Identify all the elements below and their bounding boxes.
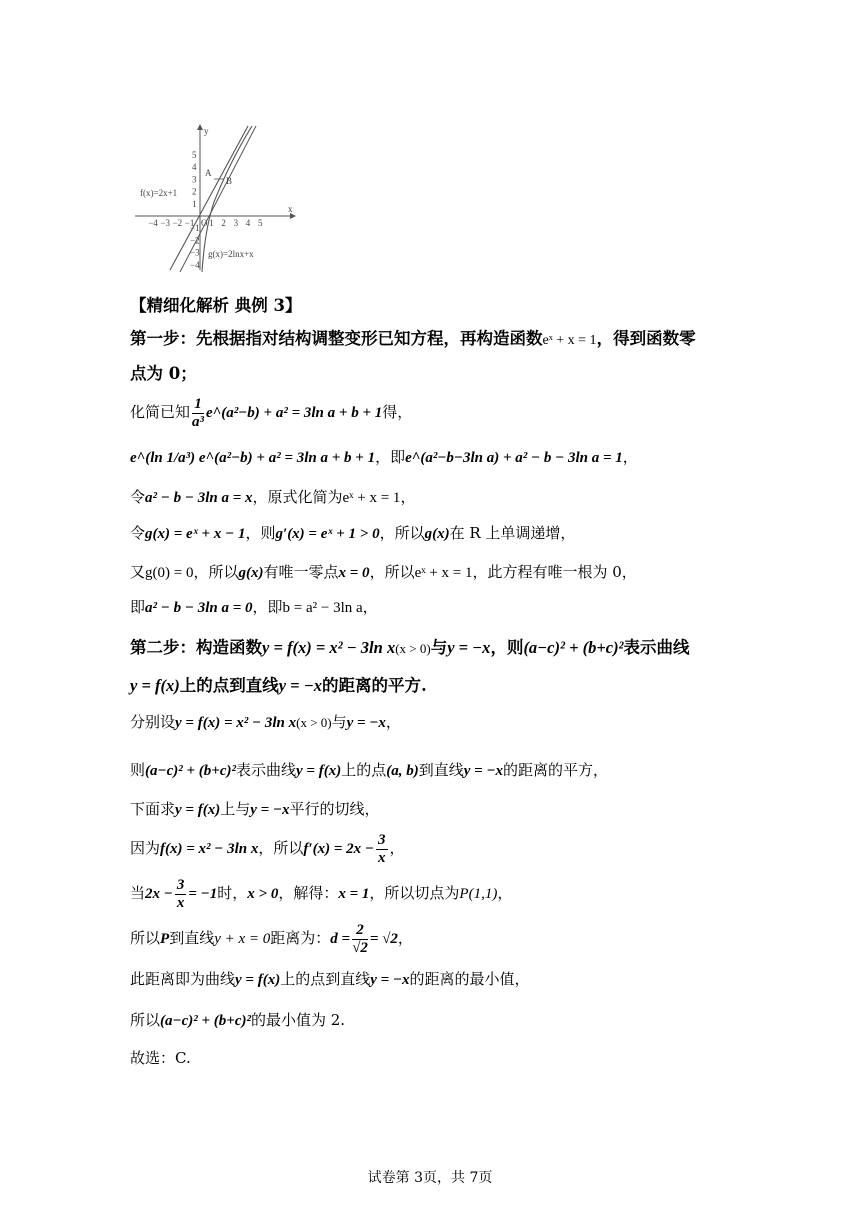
text: ，解得： bbox=[278, 884, 339, 902]
x-tick-label: −3 bbox=[160, 218, 170, 228]
text: 上的点 bbox=[341, 761, 387, 779]
math: y = f(x) bbox=[296, 763, 342, 779]
frac-num: 3 bbox=[176, 877, 185, 893]
text: ， bbox=[389, 839, 405, 857]
text: 令 bbox=[130, 524, 146, 542]
x-tick-label: 5 bbox=[258, 218, 263, 228]
text: 第二步：构造函数 bbox=[130, 638, 262, 657]
line-min-distance bbox=[130, 968, 530, 989]
line-substitute bbox=[130, 486, 415, 507]
text: 有唯一零点 bbox=[263, 563, 339, 581]
line-b-expr bbox=[130, 596, 378, 617]
text: 到直线 bbox=[418, 761, 464, 779]
frac-num: 1 bbox=[192, 396, 204, 414]
g-label: g(x)=2lnx+x bbox=[208, 249, 254, 259]
line-exp-form bbox=[130, 446, 638, 467]
math: e^(a²−b−3ln a) + a² − b − 3ln a = 1 bbox=[405, 450, 623, 466]
math: g(x) = eˣ + x − 1 bbox=[145, 526, 246, 542]
fraction bbox=[352, 922, 368, 956]
x-tick-label: 2 bbox=[221, 218, 226, 228]
y-tick-label: 2 bbox=[192, 186, 197, 197]
math: y = f(x) bbox=[175, 802, 221, 818]
math: 2x − bbox=[145, 886, 173, 902]
text: 表示曲线 bbox=[236, 761, 297, 779]
math: y = −x bbox=[463, 763, 504, 779]
y-tick-label: 5 bbox=[192, 150, 197, 160]
text: 的距离的平方， bbox=[503, 761, 609, 779]
line-solve bbox=[130, 877, 512, 911]
point-a-label: A bbox=[205, 168, 212, 178]
step1-eq: eˣ + x = 1 bbox=[542, 333, 597, 348]
text: ，此方程有唯一根为 0， bbox=[472, 563, 637, 581]
frac-den: x bbox=[176, 894, 185, 911]
math: x > 0 bbox=[247, 886, 279, 902]
math: g(x) bbox=[238, 565, 264, 581]
math: (a−c)² + (b+c)² bbox=[523, 638, 624, 657]
text: ，即 bbox=[375, 448, 406, 466]
text: 时， bbox=[217, 884, 248, 902]
math: g(0) = 0 bbox=[145, 565, 194, 581]
point-b-label: B bbox=[226, 176, 233, 186]
text: 的最小值为 2. bbox=[251, 1011, 346, 1029]
text: 得， bbox=[382, 403, 413, 421]
line-simplify bbox=[130, 396, 412, 430]
line-min-value bbox=[130, 1009, 345, 1030]
x-tick-label: 1 bbox=[209, 218, 214, 228]
math: = √2 bbox=[369, 931, 398, 947]
text: 因为 bbox=[130, 839, 161, 857]
section-heading: 【精细化解析 典例 3】 bbox=[130, 296, 302, 315]
text: 即 bbox=[130, 598, 146, 616]
y-axis-arrow bbox=[197, 124, 203, 130]
math: (a−c)² + (b+c)² bbox=[145, 763, 236, 779]
frac-num: 2 bbox=[352, 922, 368, 940]
y-tick-label: 1 bbox=[192, 198, 197, 209]
x-tick-label: 4 bbox=[245, 218, 251, 228]
y-tick-label: 3 bbox=[192, 174, 197, 185]
text: 分别设 bbox=[130, 713, 176, 731]
step2-line1 bbox=[130, 634, 690, 658]
line-tangent bbox=[130, 798, 380, 819]
math: g′(x) = eˣ + 1 > 0 bbox=[275, 526, 380, 542]
text: ，所以 bbox=[258, 839, 304, 857]
math: eˣ + x = 1 bbox=[414, 565, 473, 581]
page-footer: 试卷第 3页，共 7页 bbox=[367, 1170, 493, 1186]
math: y = f(x) = x² − 3ln x bbox=[175, 715, 297, 731]
line-set-functions bbox=[130, 711, 401, 732]
text: 上与 bbox=[220, 800, 251, 818]
math: P(1,1) bbox=[459, 886, 498, 902]
x-tick-label: −4 bbox=[148, 218, 158, 228]
math: y = −x bbox=[250, 802, 290, 818]
math: (x > 0) bbox=[395, 641, 431, 656]
x-tick-label: O bbox=[201, 218, 208, 228]
text: 令 bbox=[130, 488, 146, 506]
frac-num: 3 bbox=[378, 832, 386, 848]
math: f′(x) = 2x − bbox=[303, 841, 375, 857]
y-tick-label: 4 bbox=[192, 162, 197, 173]
line-define-g bbox=[130, 522, 575, 543]
math: a² − b − 3ln a = x bbox=[145, 490, 253, 506]
step1-line1 bbox=[130, 325, 696, 349]
graph-svg bbox=[130, 120, 310, 275]
text: 的距离的最小值， bbox=[409, 970, 530, 988]
text: 又 bbox=[130, 563, 146, 581]
text: ， bbox=[385, 713, 401, 731]
text: 与 bbox=[430, 638, 448, 657]
text: ， bbox=[362, 598, 378, 616]
text: ，则 bbox=[245, 524, 276, 542]
frac-den: a³ bbox=[192, 413, 205, 430]
math: f(x) = x² − 3ln x bbox=[160, 841, 259, 857]
math: y + x = 0 bbox=[214, 931, 271, 947]
text: ， bbox=[497, 884, 513, 902]
text: 所以 bbox=[130, 1011, 161, 1029]
y-tick-label: −1 bbox=[190, 223, 200, 234]
fraction bbox=[175, 877, 187, 911]
frac-den: √2 bbox=[352, 939, 368, 956]
x-tick-label: 3 bbox=[233, 218, 239, 228]
text: 表示曲线 bbox=[623, 638, 690, 657]
text: 距离为： bbox=[270, 929, 331, 947]
line-answer: 故选：C. bbox=[130, 1049, 191, 1067]
text: 的距离的平方. bbox=[321, 676, 427, 695]
math: eˣ + x = 1 bbox=[342, 490, 401, 506]
math: (x > 0) bbox=[296, 715, 332, 730]
math: x = 0 bbox=[338, 565, 370, 581]
y-tick-label: −4 bbox=[190, 259, 200, 270]
text: ，则 bbox=[490, 638, 524, 657]
step1-text: 第一步：先根据指对结构调整变形已知方程，再构造函数 bbox=[130, 329, 543, 348]
text: ， bbox=[397, 929, 413, 947]
text: 化简已知 bbox=[130, 403, 191, 421]
y-tick-label: −3 bbox=[190, 247, 200, 258]
math: P bbox=[160, 931, 170, 947]
y-tick-labels bbox=[190, 150, 200, 270]
math: d = bbox=[330, 931, 351, 947]
text: ，即 bbox=[252, 598, 283, 616]
line-derivative bbox=[130, 832, 405, 866]
math: g(x) bbox=[424, 526, 450, 542]
text: 此距离即为曲线 bbox=[130, 970, 236, 988]
text: ， bbox=[400, 488, 416, 506]
text: 则 bbox=[130, 761, 146, 779]
math: b = a² − 3ln a bbox=[282, 600, 363, 616]
text: 所以 bbox=[130, 929, 161, 947]
text: 与 bbox=[331, 713, 347, 731]
math: = −1 bbox=[188, 886, 218, 902]
math: e^(a²−b) + a² = 3ln a + b + 1 bbox=[206, 405, 383, 421]
line-distance-square bbox=[130, 759, 608, 780]
math: (a, b) bbox=[386, 763, 419, 779]
frac-den: x bbox=[378, 849, 386, 866]
line-unique-zero bbox=[130, 561, 637, 582]
math: y = f(x) bbox=[130, 676, 180, 695]
text: 在 R 上单调递增， bbox=[449, 524, 576, 542]
text: 上的点到直线 bbox=[179, 676, 279, 695]
text: ，原式化简为 bbox=[252, 488, 343, 506]
text: ，所以 bbox=[193, 563, 239, 581]
fraction bbox=[376, 832, 388, 866]
x-tick-labels bbox=[148, 218, 263, 228]
step1-line2: 点为 0； bbox=[130, 364, 197, 383]
math: y = f(x) = x² − 3ln x bbox=[262, 638, 396, 657]
text: 平行的切线， bbox=[289, 800, 380, 818]
fraction bbox=[192, 396, 204, 430]
math: y = −x bbox=[278, 676, 322, 695]
text: 当 bbox=[130, 884, 146, 902]
math: a² − b − 3ln a = 0 bbox=[145, 600, 253, 616]
text: 下面求 bbox=[130, 800, 176, 818]
math: y = −x bbox=[370, 972, 410, 988]
y-axis-label: y bbox=[204, 126, 209, 136]
math: y = f(x) bbox=[235, 972, 281, 988]
text: ，所以 bbox=[379, 524, 425, 542]
math: y = −x bbox=[346, 715, 386, 731]
math: x = 1 bbox=[338, 886, 370, 902]
text: 到直线 bbox=[169, 929, 215, 947]
x-axis-label: x bbox=[288, 204, 293, 214]
text: 上的点到直线 bbox=[280, 970, 371, 988]
text: ，所以 bbox=[369, 563, 415, 581]
line-distance bbox=[130, 922, 413, 956]
math: e^(ln 1/a³) e^(a²−b) + a² = 3ln a + b + 1 bbox=[130, 450, 376, 466]
math: y = −x bbox=[447, 638, 491, 657]
x-tick-label: −2 bbox=[172, 218, 183, 228]
text: ，所以切点为 bbox=[369, 884, 460, 902]
x-tick-label: −1 bbox=[184, 218, 195, 228]
math: (a−c)² + (b+c)² bbox=[160, 1013, 251, 1029]
f-label: f(x)=2x+1 bbox=[140, 188, 178, 198]
text: ， bbox=[622, 448, 638, 466]
step2-line2 bbox=[130, 672, 427, 696]
y-tick-label: −2 bbox=[190, 235, 200, 246]
function-graph-figure bbox=[130, 120, 310, 275]
step1-text-end: ，得到函数零 bbox=[596, 329, 696, 348]
